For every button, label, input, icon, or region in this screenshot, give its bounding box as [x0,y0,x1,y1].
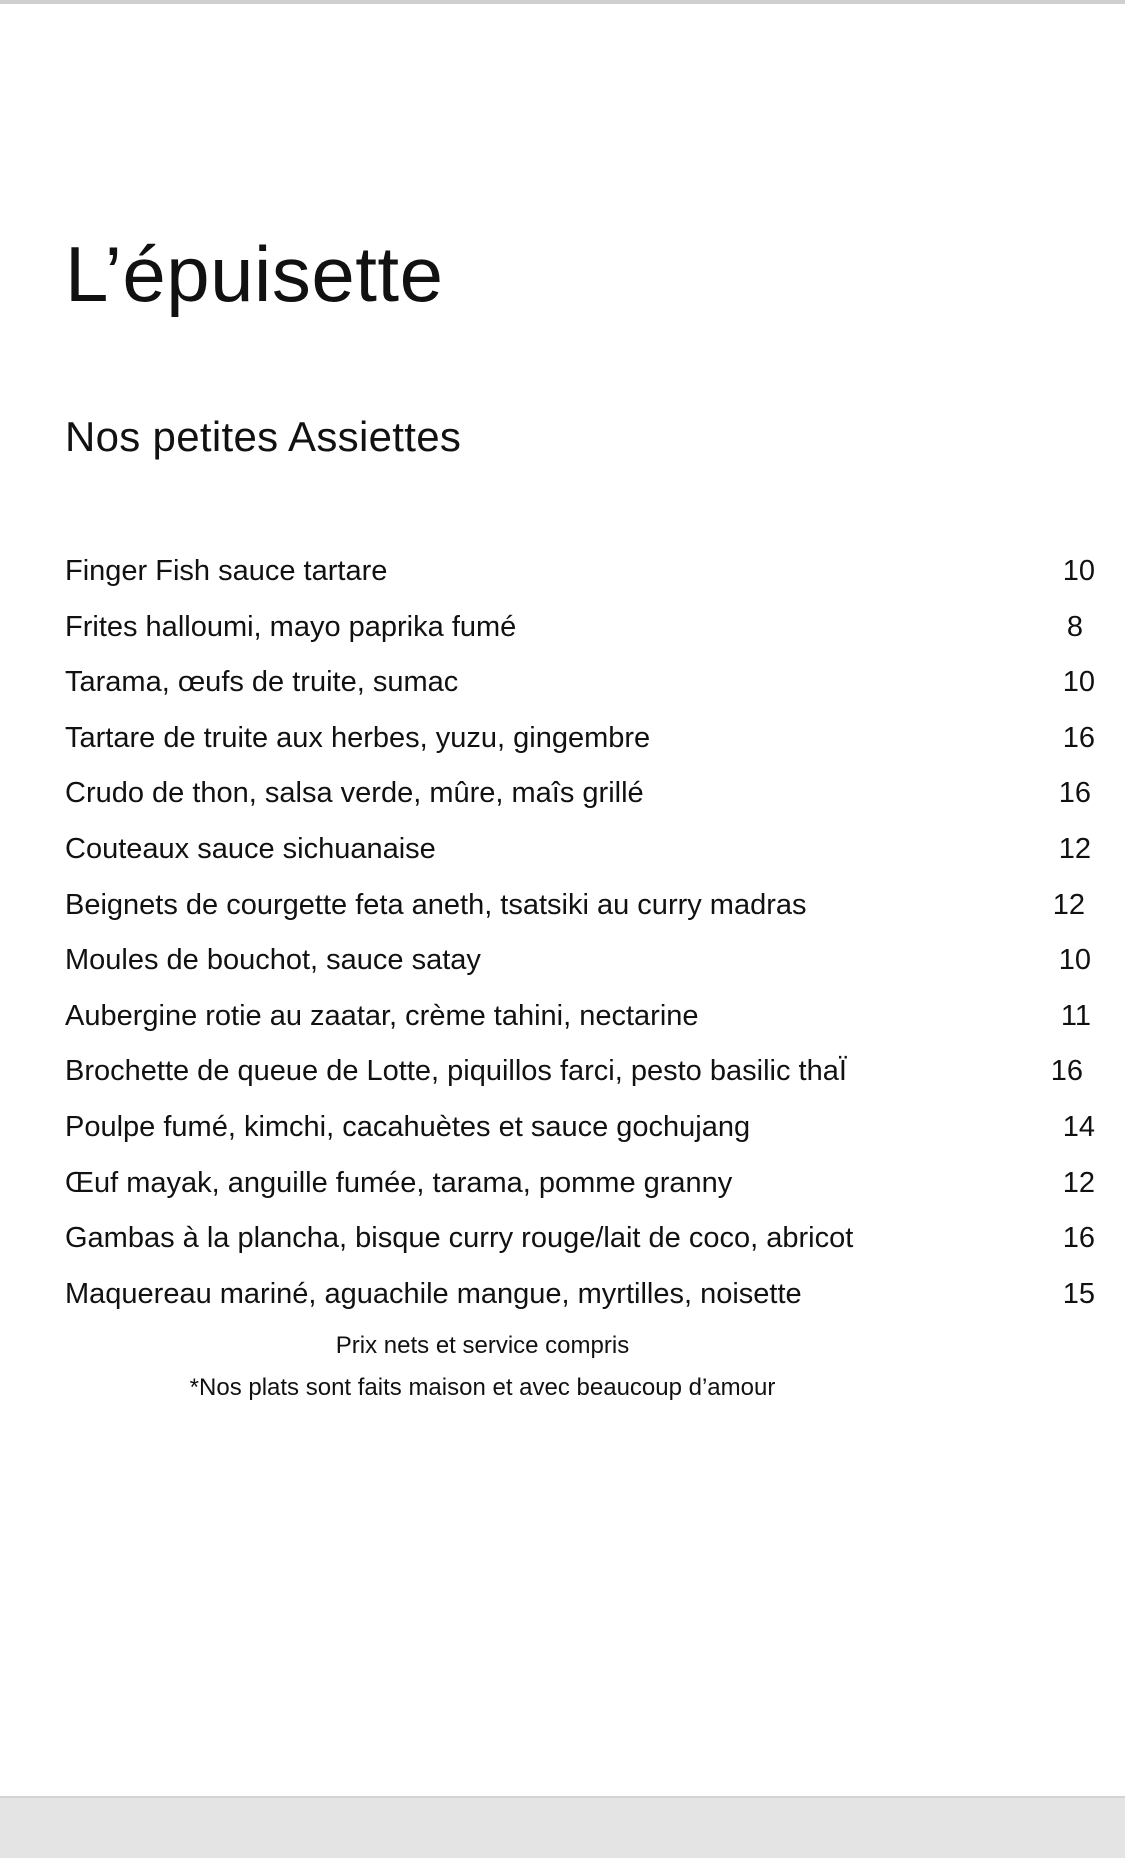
menu-item [65,599,1095,655]
menu-item-name: Crudo de thon, salsa verde, mûre, maîs grillé [65,777,644,810]
menu-item-price: 12 [1062,1166,1095,1199]
menu-item-price: 16 [1062,1222,1095,1255]
menu-item-name: Moules de bouchot, sauce satay [65,944,481,977]
menu-item-name: Frites halloumi, mayo paprika fumé [65,610,517,643]
menu-item [65,1043,1095,1099]
menu-item [65,765,1095,821]
menu-item-name: Œuf mayak, anguille fumée, tarama, pomme granny [65,1166,733,1199]
section-heading: Nos petites Assiettes [65,413,462,460]
menu-item-price: 10 [1062,555,1095,587]
menu-item [65,988,1095,1044]
prices-note: Prix nets et service compris [335,1332,630,1359]
menu-item-name: Finger Fish sauce tartare [65,555,388,587]
menu-item-price: 16 [1062,721,1095,754]
menu-item-name: Beignets de courgette feta aneth, tsatsiki au curry madras [65,888,807,921]
menu-item-name: Poulpe fumé, kimchi, cacahuètes et sauce gochujang [65,1110,751,1143]
menu-item-price: 12 [1052,888,1085,921]
menu-item [65,821,1095,877]
menu-item-price: 12 [1058,832,1091,865]
menu-item-name: Aubergine rotie au zaatar, crème tahini, nectarine [65,999,699,1032]
menu-item-price: 10 [1062,666,1095,699]
menu-item [65,543,1095,599]
menu-item-price: 16 [1058,777,1091,810]
menu-item [65,932,1095,988]
menu-item-price: 11 [1060,999,1091,1032]
menu-item-price: 16 [1050,1055,1083,1088]
menu-item-price: 14 [1062,1110,1095,1143]
menu-item-price: 8 [1066,610,1083,643]
menu-item [65,1266,1095,1322]
menu-item-name: Tartare de truite aux herbes, yuzu, gingembre [65,721,651,754]
restaurant-title: L’épuisette [65,230,444,318]
menu-item [65,1155,1095,1211]
menu-item [65,1099,1095,1155]
homemade-note: *Nos plats sont faits maison et avec beaucoup d’amour [189,1374,776,1401]
menu-item [65,877,1095,933]
menu-page [0,4,1125,1798]
menu-item-name: Brochette de queue de Lotte, piquillos farci, pesto basilic thaÏ [65,1055,847,1088]
menu-item [65,710,1095,766]
menu-item [65,1210,1095,1266]
menu-item [65,654,1095,710]
menu-item-name: Gambas à la plancha, bisque curry rouge/lait de coco, abricot [65,1222,854,1255]
menu-item-price: 15 [1062,1277,1095,1310]
menu-item-name: Tarama, œufs de truite, sumac [65,666,459,699]
menu-item-price: 10 [1058,944,1091,977]
menu-item-list [65,543,1095,1321]
menu-item-name: Maquereau mariné, aguachile mangue, myrtilles, noisette [65,1277,802,1310]
menu-item-name: Couteaux sauce sichuanaise [65,832,436,865]
